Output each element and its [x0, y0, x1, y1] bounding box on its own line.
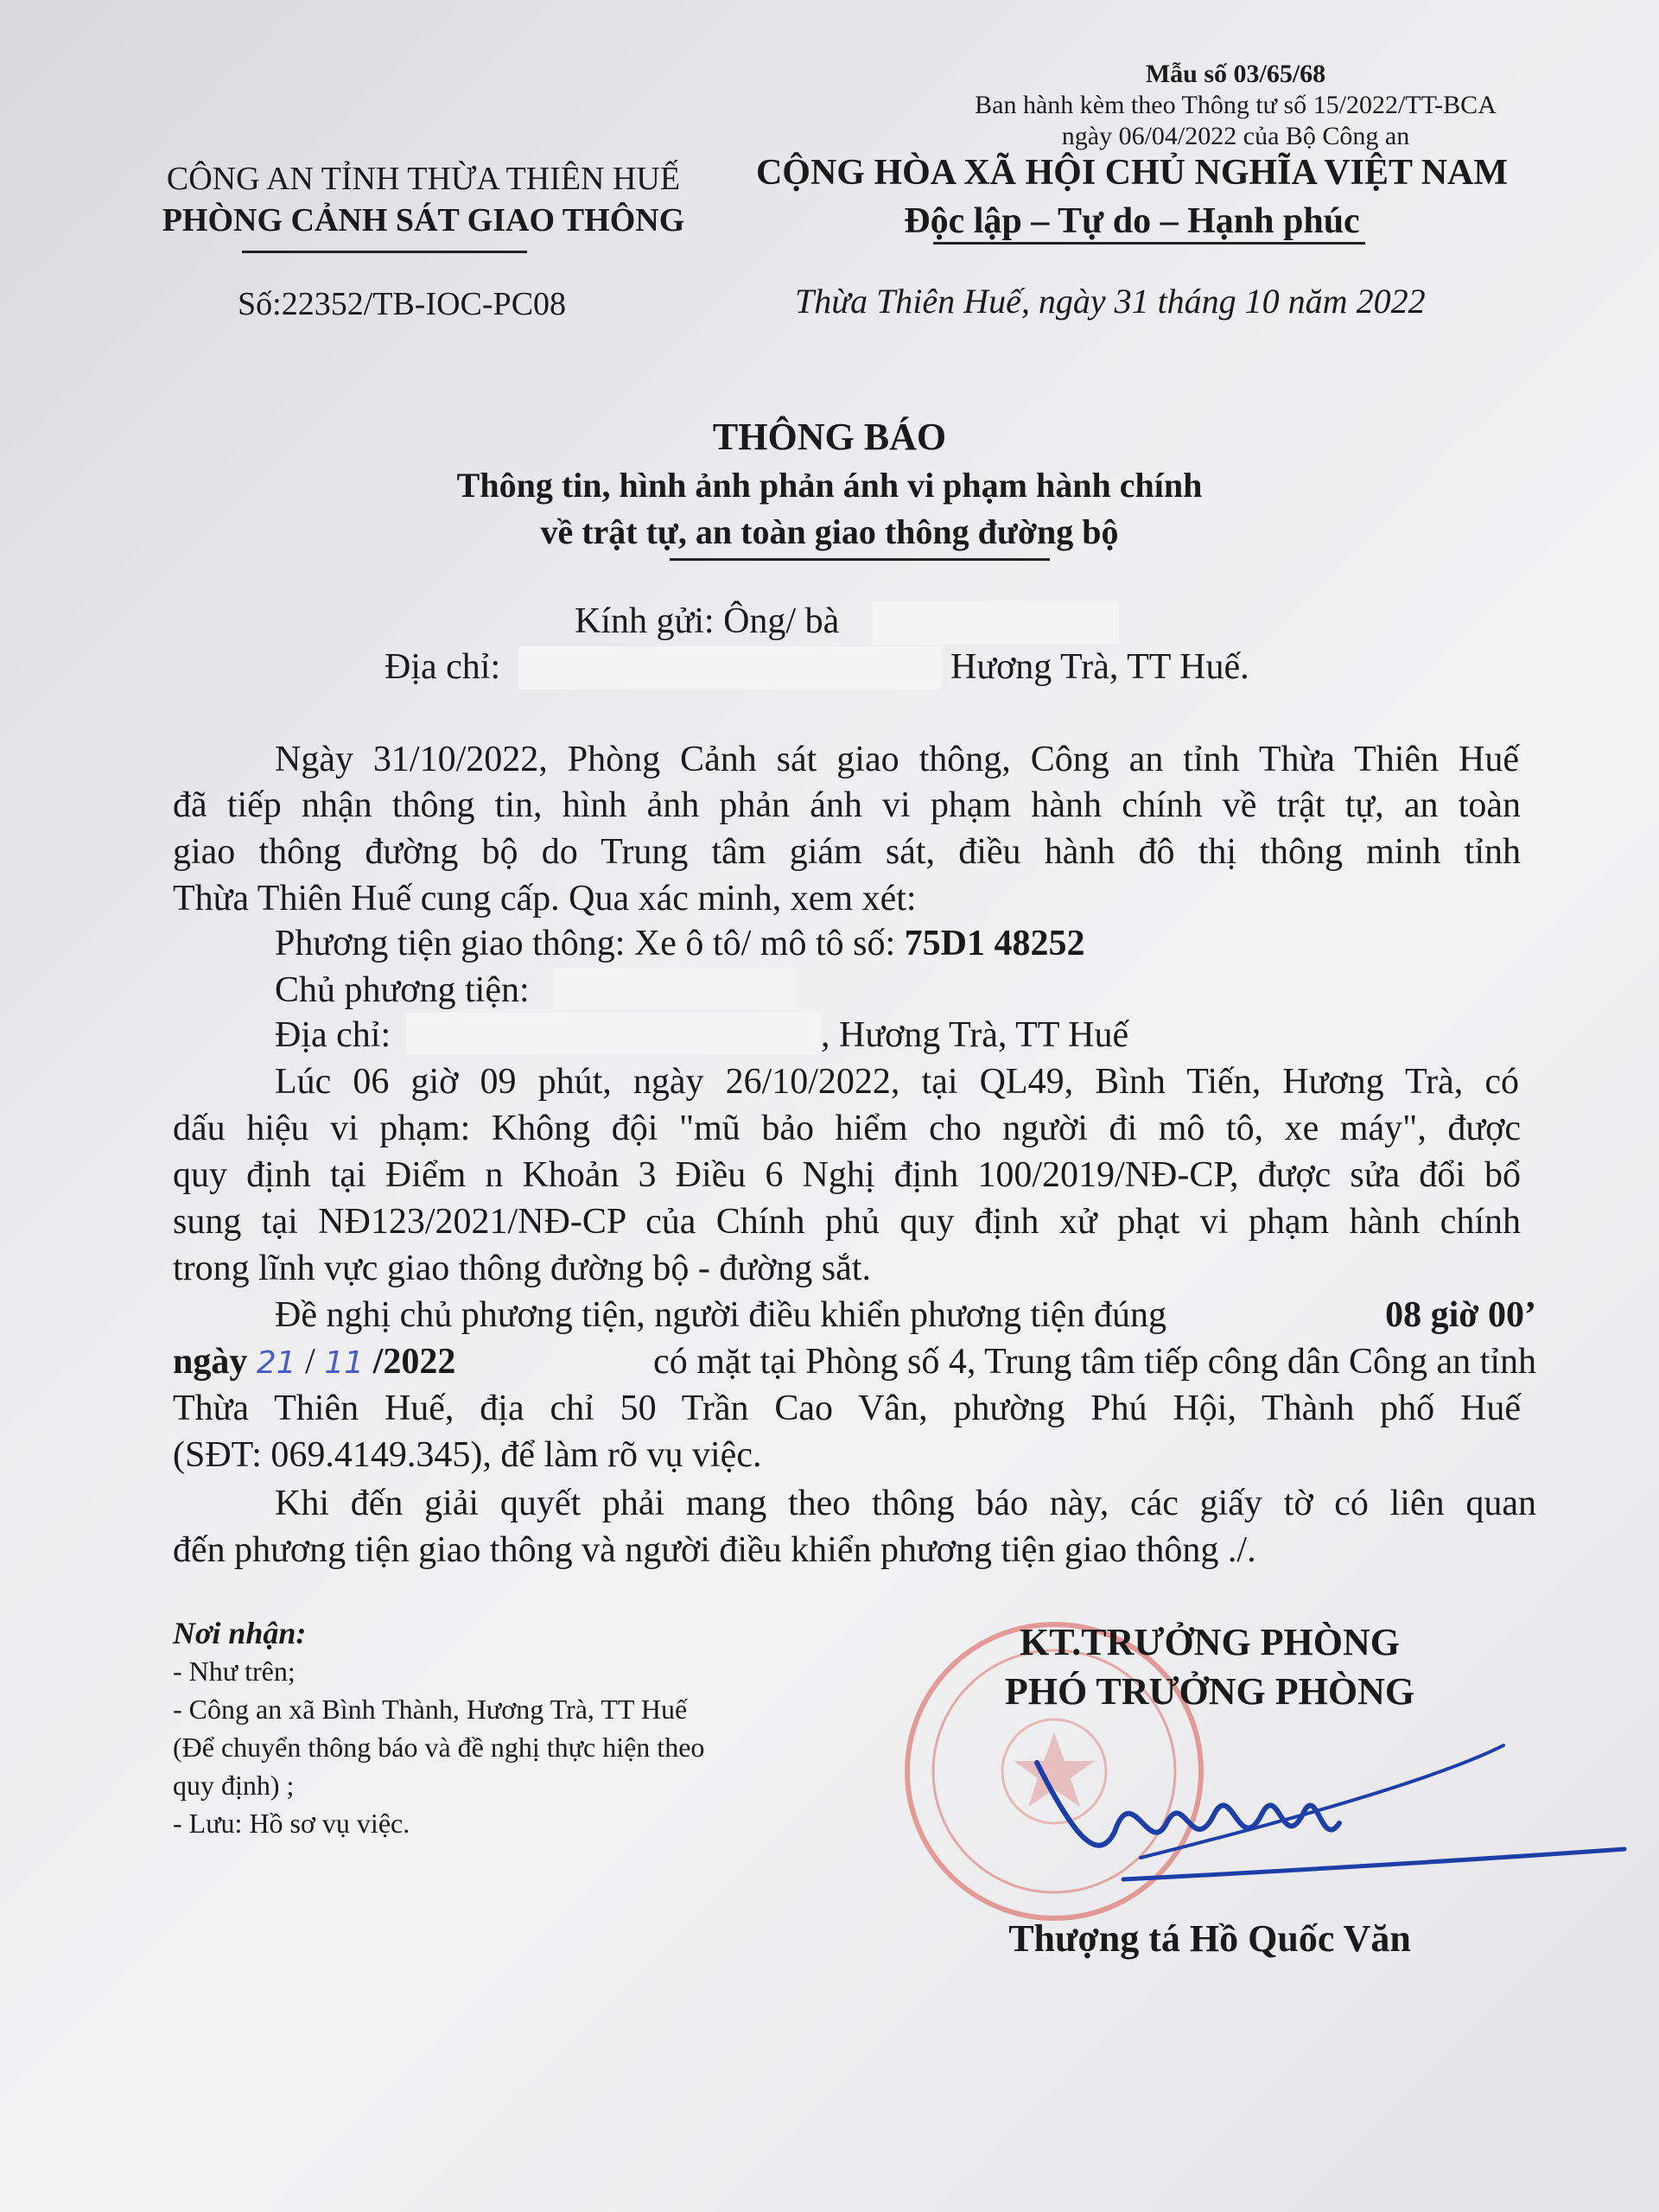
owner-address-label: Địa chỉ:	[275, 1015, 391, 1055]
motto-underline	[933, 242, 1365, 245]
owner-label: Chủ phương tiện:	[275, 970, 530, 1010]
issuer-agency: CÔNG AN TỈNH THỪA THIÊN HUẾ	[166, 161, 681, 197]
violation-line: sung tại NĐ123/2021/NĐ-CP của Chính phủ quy định xử phạt vi phạm hành chính	[173, 1202, 1521, 1242]
recipients-block	[173, 1614, 704, 1842]
violation-line: Lúc 06 giờ 09 phút, ngày 26/10/2022, tại QL49, Bình Tiến, Hương Trà, có	[275, 1062, 1519, 1102]
issuer-block	[121, 158, 726, 241]
nation-motto: Độc lập – Tự do – Hạnh phúc	[904, 201, 1360, 241]
recipient-item: - Như trên;	[173, 1656, 296, 1687]
owner-address-tail: , Hương Trà, TT Huế	[821, 1015, 1129, 1055]
issuer-department: PHÒNG CẢNH SÁT GIAO THÔNG	[162, 202, 685, 238]
subtitle-line-1: Thông tin, hình ảnh phản ánh vi phạm hành chính	[456, 466, 1203, 505]
recipient-item: - Lưu: Hồ sơ vụ việc.	[173, 1808, 410, 1839]
paragraph-1-line: đã tiếp nhận thông tin, hình ảnh phản ánh vi phạm hành chính về trật tự, an toàn	[173, 785, 1521, 825]
redacted-owner-name	[553, 968, 795, 1009]
place-date: Thừa Thiên Huế, ngày 31 tháng 10 năm 2022	[795, 282, 1426, 321]
document-title: THÔNG BÁO	[712, 416, 947, 458]
paragraph-1-line: Ngày 31/10/2022, Phòng Cảnh sát giao thông, Công an tỉnh Thừa Thiên Huế	[275, 740, 1519, 779]
request-line-2	[173, 1341, 1536, 1382]
recipient-address-tail: Hương Trà, TT Huế.	[950, 647, 1249, 687]
request-location: có mặt tại Phòng số 4, Trung tâm tiếp công dân Công an tỉnh	[653, 1342, 1536, 1382]
document-subtitle	[0, 462, 1659, 556]
vehicle-label: Phương tiện giao thông: Xe ô tô/ mô tô số:	[275, 924, 905, 963]
paragraph-1-line: Thừa Thiên Huế cung cấp. Qua xác minh, xem xét:	[173, 879, 917, 918]
request-line-1	[275, 1294, 1536, 1336]
redacted-owner-address	[406, 1013, 821, 1054]
subtitle-underline	[670, 558, 1050, 561]
signer-name: Thượng tá Hồ Quốc Văn	[1008, 1917, 1411, 1960]
recipient-item: - Công an xã Bình Thành, Hương Trà, TT Huế	[173, 1694, 688, 1725]
form-reference	[933, 59, 1538, 152]
violation-line: dấu hiệu vi phạm: Không đội "mũ bảo hiểm cho người đi mô tô, xe máy", được	[173, 1109, 1521, 1148]
document-number: Số:22352/TB-IOC-PC08	[238, 286, 567, 322]
redacted-recipient-name	[873, 601, 1119, 645]
handwritten-signature-icon	[1020, 1728, 1642, 1901]
redacted-recipient-address	[518, 646, 942, 690]
request-line-4: (SĐT: 069.4149.345), để làm rõ vụ việc.	[173, 1435, 762, 1475]
recipient-address-label: Địa chỉ:	[385, 647, 501, 687]
vehicle-line	[275, 923, 1084, 964]
date-separator: /	[305, 1342, 315, 1382]
appointment-ngay: ngày	[173, 1342, 248, 1382]
form-issued-with: Ban hành kèm theo Thông tư số 15/2022/TT-BCA	[975, 91, 1497, 119]
license-plate: 75D1 48252	[904, 924, 1085, 963]
form-number: Mẫu số 03/65/68	[1145, 60, 1326, 88]
greeting: Kính gửi: Ông/ bà	[575, 601, 840, 641]
appointment-time: 08 giờ 00’	[1385, 1295, 1536, 1335]
request-text: Đề nghị chủ phương tiện, người điều khiển phương tiện đúng	[275, 1295, 1166, 1335]
paragraph-1-line: giao thông đường bộ do Trung tâm giám sát, điều hành đô thị thông minh tỉnh	[173, 832, 1521, 872]
issuer-underline	[242, 251, 527, 253]
violation-line: trong lĩnh vực giao thông đường bộ - đường sắt.	[173, 1249, 871, 1288]
signature-title-2: PHÓ TRƯỞNG PHÒNG	[1004, 1670, 1415, 1713]
recipient-item: (Để chuyển thông báo và đề nghị thực hiện theo	[173, 1732, 705, 1763]
request-line-3: Thừa Thiên Huế, địa chỉ 50 Trần Cao Vân, phường Phú Hội, Thành phố Huế	[173, 1389, 1521, 1428]
nation-name: CỘNG HÒA XÃ HỘI CHỦ NGHĨA VIỆT NAM	[755, 153, 1509, 193]
closing-line: Khi đến giải quyết phải mang theo thông báo này, các giấy tờ có liên quan	[275, 1484, 1536, 1523]
signature-title-1: KT.TRƯỞNG PHÒNG	[1020, 1621, 1400, 1663]
subtitle-line-2: về trật tự, an toàn giao thông đường bộ	[540, 512, 1119, 551]
handwritten-day: 21	[256, 1345, 296, 1381]
closing-line: đến phương tiện giao thông và người điều khiển phương tiện giao thông ./.	[173, 1530, 1256, 1570]
recipients-heading: Nơi nhận:	[173, 1616, 307, 1650]
appointment-year: /2022	[372, 1342, 456, 1382]
recipient-item: quy định) ;	[173, 1770, 295, 1801]
form-issued-date: ngày 06/04/2022 của Bộ Công an	[1061, 122, 1410, 150]
handwritten-month: 11	[324, 1345, 365, 1381]
nation-header	[743, 149, 1521, 245]
violation-line: quy định tại Điểm n Khoản 3 Điều 6 Nghị định 100/2019/NĐ-CP, được sửa đổi bổ	[173, 1155, 1521, 1195]
